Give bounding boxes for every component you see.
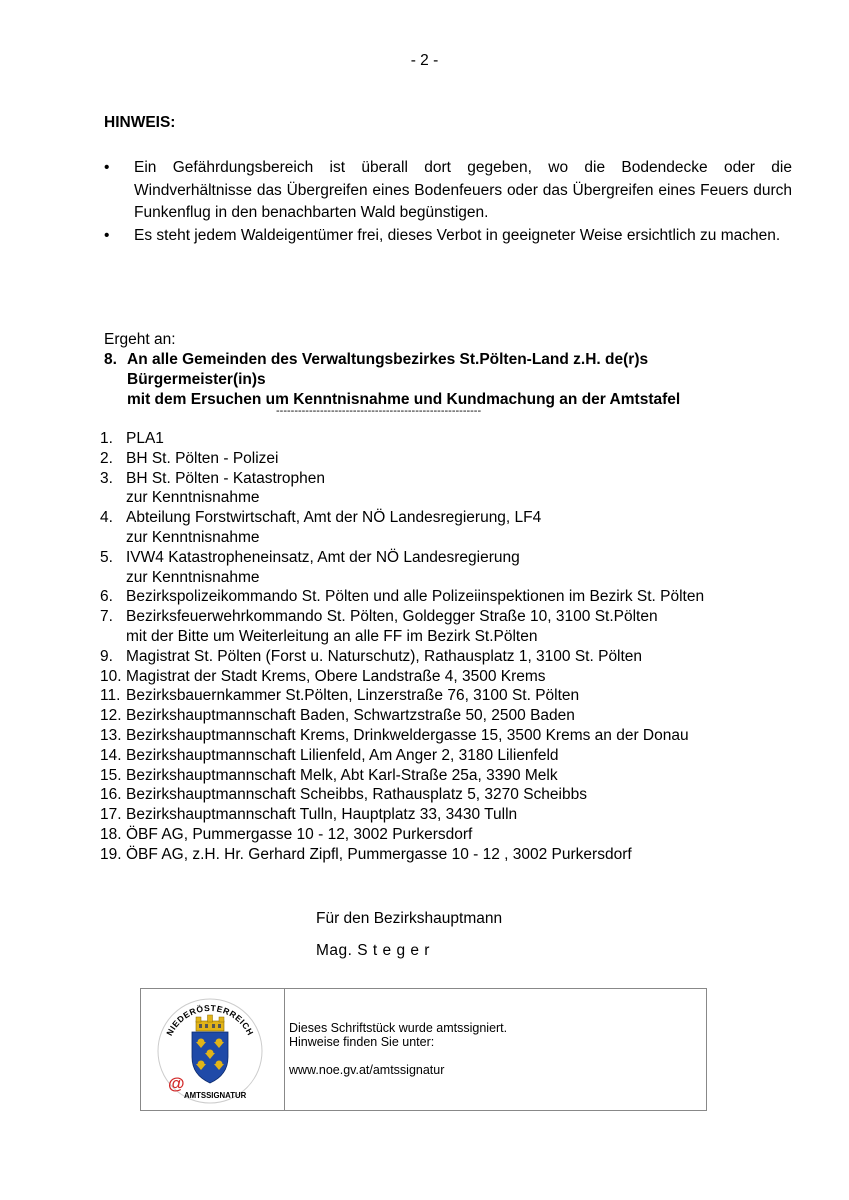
distribution-item-number: 18. [100,825,122,843]
distribution-item-text: Bezirksbauernkammer St.Pölten, Linzerstraße 76, 3100 St. Pölten [126,687,580,705]
distribution-item-text: IVW4 Katastropheneinsatz, Amt der NÖ Landesregierung [126,548,520,566]
hinweis-bullet [104,225,792,248]
distribution-item-text: Bezirksfeuerwehrkommando St. Pölten, Goldegger Straße 10, 3100 St.Pölten [126,608,658,626]
distribution-item-text: BH St. Pölten - Katastrophen [126,469,326,487]
hinweis-bullet-text: Es steht jedem Waldeigentümer frei, dieses Verbot in geeigneter Weise ersichtlich zu machen. [134,226,781,244]
separator-line: -------------------------------------------------------- [276,406,482,416]
distribution-item [100,587,820,607]
hinweis-bullet-text: Ein Gefährdungsbereich ist überall dort gegeben, wo die Bodendecke oder die Windverhältnisse das Übergreifen eines Bodenfeuers oder das Übergreifen eines Feuers durch Funkenflug in den benachbarten Wald begünstigen. [134,159,792,221]
distribution-item [100,548,820,588]
page-number: - 2 - [410,52,439,69]
distribution-intro: Ergeht an: [104,331,176,348]
box-divider [284,989,285,1110]
distribution-item-number: 10. [100,667,122,685]
distribution-item-note: zur Kenntnisnahme [126,489,260,507]
main-entry-line2: Bürgermeister(in)s [127,371,266,388]
distribution-item [100,686,820,706]
distribution-item-text: Bezirkspolizeikommando St. Pölten und alle Polizeiinspektionen im Bezirk St. Pölten [126,588,705,606]
distribution-item [100,805,820,825]
distribution-item-text: Magistrat St. Pölten (Forst u. Naturschutz), Rathausplatz 1, 3100 St. Pölten [126,647,643,665]
signature-line1: Für den Bezirkshauptmann [316,910,503,927]
hinweis-bullet [104,157,792,225]
distribution-main-entry [104,350,804,410]
distribution-item [100,785,820,805]
distribution-item [100,766,820,786]
distribution-item-number: 13. [100,726,122,744]
distribution-item-text: Magistrat der Stadt Krems, Obere Landstraße 4, 3500 Krems [126,667,546,685]
distribution-item [100,607,820,647]
distribution-item-number: 19. [100,845,122,863]
amtssignatur-seal [154,995,266,1105]
bullet-icon: • [104,226,110,244]
distribution-item-number: 4. [100,509,113,527]
distribution-item-number: 12. [100,707,122,725]
distribution-item [100,706,820,726]
distribution-item [100,667,820,687]
distribution-item-number: 16. [100,786,122,804]
distribution-item [100,845,820,865]
amtssignatur-url: www.noe.gv.at/amtssignatur [289,1063,445,1077]
signature-name: Mag. S t e g e r [316,942,430,959]
distribution-item-number: 5. [100,548,113,566]
distribution-item [100,449,820,469]
distribution-list [100,429,820,865]
amtssignatur-text [289,1021,507,1049]
distribution-item [100,726,820,746]
distribution-item-text: Abteilung Forstwirtschaft, Amt der NÖ Landesregierung, LF4 [126,509,542,527]
distribution-item [100,469,820,509]
distribution-item [100,746,820,766]
crown-icon [196,1015,224,1031]
distribution-item-number: 11. [100,687,121,705]
amtssignatur-box [140,988,707,1111]
seal-top-text: NIEDERÖSTERREICH [164,1002,256,1038]
amtssignatur-line2: Hinweise finden Sie unter: [289,1035,435,1049]
distribution-item [100,508,820,548]
distribution-item-text: Bezirkshauptmannschaft Scheibbs, Rathausplatz 5, 3270 Scheibbs [126,786,587,804]
hinweis-heading: HINWEIS: [104,114,176,131]
distribution-item [100,429,820,449]
distribution-item-text: Bezirkshauptmannschaft Krems, Drinkweldergasse 15, 3500 Krems an der Donau [126,726,689,744]
distribution-item-text: PLA1 [126,430,164,447]
distribution-item-number: 1. [100,430,113,447]
distribution-item-note: zur Kenntnisnahme [126,568,260,586]
main-entry-line1: An alle Gemeinden des Verwaltungsbezirkes St.Pölten-Land z.H. de(r)s [127,351,649,368]
distribution-item-number: 3. [100,469,113,487]
distribution-item-text: ÖBF AG, Pummergasse 10 - 12, 3002 Purkersdorf [126,825,473,843]
hinweis-bullet-list [104,157,792,247]
bullet-icon: • [104,159,110,176]
distribution-item-number: 15. [100,766,122,784]
distribution-item-text: Bezirkshauptmannschaft Melk, Abt Karl-Straße 25a, 3390 Melk [126,766,558,784]
main-entry-line3: mit dem Ersuchen um Kenntnisnahme und Kundmachung an der Amtstafel [127,391,681,408]
distribution-item-note: mit der Bitte um Weiterleitung an alle FF im Bezirk St.Pölten [126,627,538,645]
distribution-item-number: 6. [100,588,113,606]
amtssignatur-line1: Dieses Schriftstück wurde amtssigniert. [289,1021,508,1035]
distribution-item [100,647,820,667]
distribution-item-number: 7. [100,608,113,626]
distribution-item-text: Bezirkshauptmannschaft Lilienfeld, Am Anger 2, 3180 Lilienfeld [126,746,559,764]
distribution-item-note: zur Kenntnisnahme [126,528,260,546]
distribution-item-number: 2. [100,449,113,467]
seal-bottom-text: AMTSSIGNATUR [184,1091,247,1100]
distribution-item [100,825,820,845]
distribution-item-number: 17. [100,806,122,824]
distribution-item-number: 14. [100,746,122,764]
at-sign-icon: @ [168,1074,185,1093]
distribution-item-text: Bezirkshauptmannschaft Baden, Schwartzstraße 50, 2500 Baden [126,707,575,725]
main-entry-number: 8. [104,351,117,368]
distribution-item-text: Bezirkshauptmannschaft Tulln, Hauptplatz 33, 3430 Tulln [126,806,518,824]
distribution-item-number: 9. [100,647,113,665]
distribution-item-text: ÖBF AG, z.H. Hr. Gerhard Zipfl, Pummergasse 10 - 12 , 3002 Purkersdorf [126,845,632,863]
distribution-item-text: BH St. Pölten - Polizei [126,449,279,467]
